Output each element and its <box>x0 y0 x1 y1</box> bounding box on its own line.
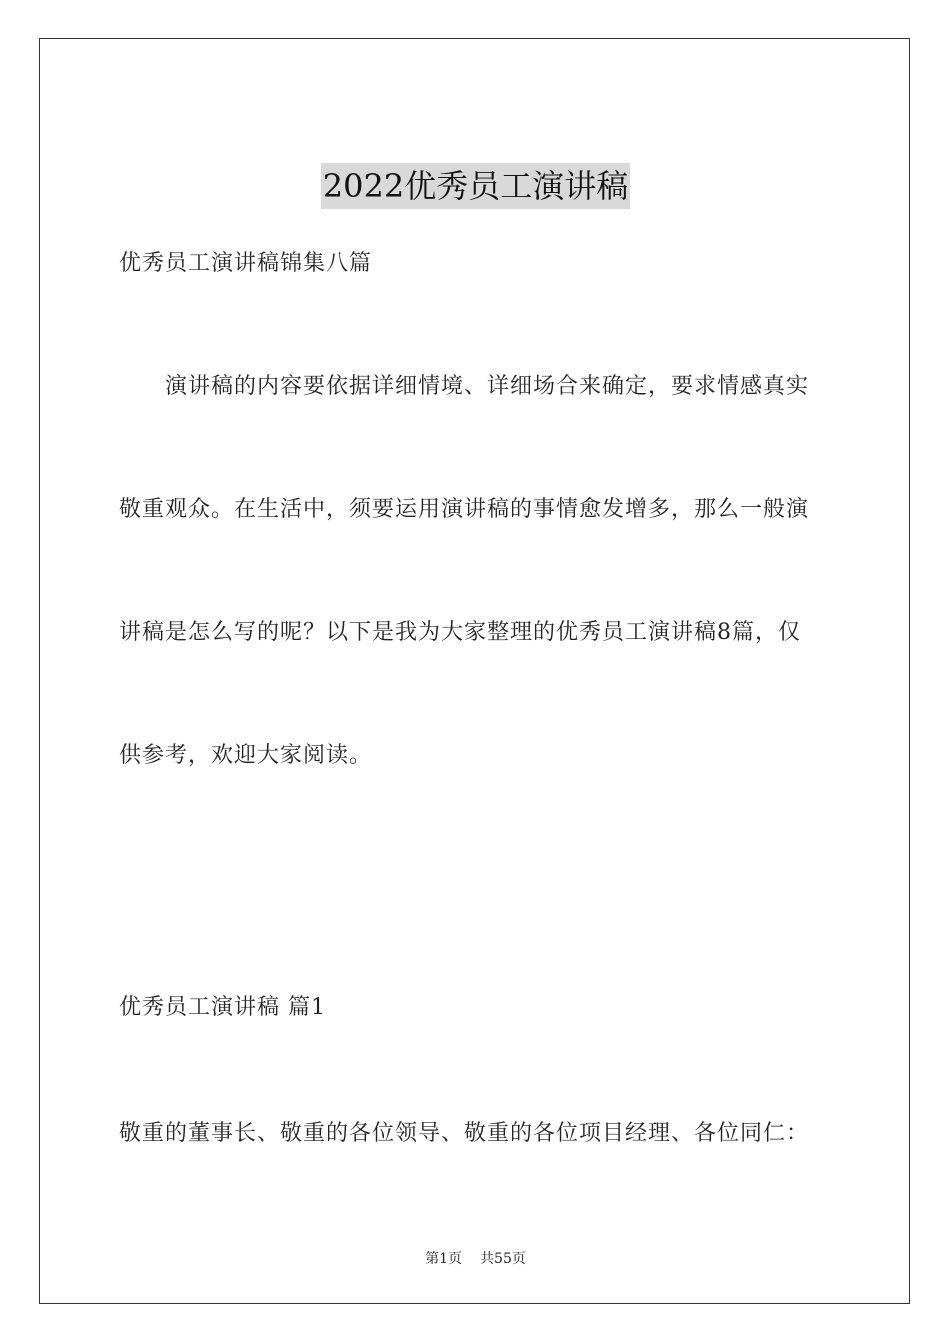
salutation: 敬重的董事长、敬重的各位领导、敬重的各位项目经理、各位同仁： <box>119 1121 810 1146</box>
document-page <box>39 38 910 1304</box>
intro-line-3: 讲稿是怎么写的呢？以下是我为大家整理的优秀员工演讲稿8篇，仅 <box>119 620 801 645</box>
page-footer <box>40 1248 911 1268</box>
intro-line-4: 供参考，欢迎大家阅读。 <box>119 743 373 768</box>
intro-line-2: 敬重观众。在生活中，须要运用演讲稿的事情愈发增多，那么一般演 <box>119 497 810 522</box>
intro-line-1: 演讲稿的内容要依据详细情境、详细场合来确定，要求情感真实 <box>165 374 810 399</box>
total-pages: 共55页 <box>480 1251 526 1267</box>
page-number: 第1页 <box>425 1251 463 1267</box>
document-subtitle: 优秀员工演讲稿锦集八篇 <box>119 251 373 276</box>
document-title: 2022优秀员工演讲稿 <box>321 163 630 209</box>
section-heading: 优秀员工演讲稿 篇1 <box>119 995 326 1020</box>
title-container <box>40 163 911 209</box>
